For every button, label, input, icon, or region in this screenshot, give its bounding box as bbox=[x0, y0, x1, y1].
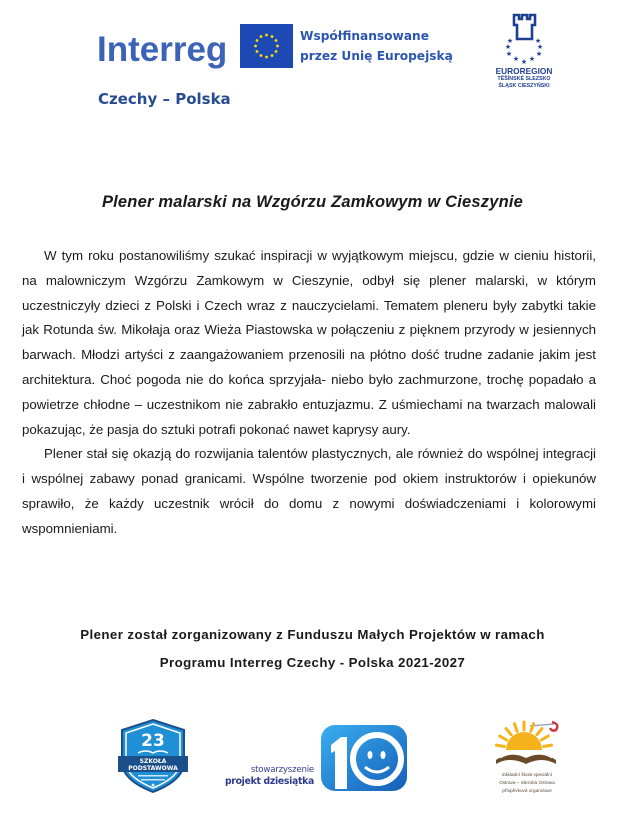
euroregion-name: EUROREGION bbox=[495, 66, 553, 76]
eu-star bbox=[276, 45, 279, 48]
eu-star bbox=[265, 56, 268, 59]
euroregion-logo bbox=[476, 12, 572, 98]
projekt-dziesiatka-logo bbox=[224, 723, 422, 795]
euroregion-star: ★ bbox=[536, 44, 544, 51]
funding-line2: Programu Interreg Czechy - Polska 2021-2027 bbox=[159, 655, 466, 670]
euroregion-line2: ŚLĄSK CIESZYŃSKI bbox=[498, 83, 550, 89]
euroregion-star: ★ bbox=[506, 38, 514, 45]
eu-star bbox=[275, 39, 278, 42]
sun-ray bbox=[500, 736, 507, 740]
euroregion-star: ★ bbox=[535, 51, 543, 58]
school-23-logo bbox=[118, 718, 188, 794]
euroregion-star: ★ bbox=[505, 51, 513, 58]
school-line2: PODSTAWOWA bbox=[128, 765, 178, 772]
zss-line1: Základní škola speciální bbox=[501, 772, 553, 777]
eu-star bbox=[260, 35, 263, 38]
sun-ray bbox=[531, 724, 534, 732]
euroregion-star: ★ bbox=[512, 56, 520, 63]
zss-ostrava-logo bbox=[478, 720, 576, 796]
euroregion-line1: TĚŠÍNSKÉ SLEZSKO bbox=[497, 76, 551, 82]
smiley-ten-icon bbox=[321, 723, 417, 791]
sun-ray bbox=[544, 745, 552, 746]
projekt10-line2: projekt dziesiątka bbox=[224, 776, 314, 787]
page-title: Plener malarski na Wzgórzu Zamkowym w Cieszynie bbox=[101, 193, 524, 211]
sun-ray bbox=[506, 729, 511, 735]
eu-star bbox=[265, 34, 268, 37]
school-line1: SZKOŁA bbox=[139, 758, 167, 765]
tower-stars-icon bbox=[494, 12, 554, 66]
eu-flag-icon bbox=[240, 24, 293, 68]
funding-line1: Plener został zorganizowany z Funduszu Małych Projektów w ramach bbox=[80, 627, 545, 642]
paragraph: W tym roku postanowiliśmy szukać inspiracji w wyjątkowym miejscu, gdzie w cieniu historii, na malowniczym Wzgórzu Zamkowym w Cieszynie, odbył się plener malarski, w którym uczestniczyły dzieci z Polski i Czech wraz z nauczycielami. Tematem pleneru były zabytki takie jak Rotunda św. Mikołaja oraz Wieża Piastowska w połączeniu z pięknem przyrody w jesiennych barwach. Młodzi artyści z zaangażowaniem przenosili na płótno dość trudne zadanie jakim jest architektura. Choć pogoda nie do końca sprzyjała- niebo było zachmurzone, trochę popadało a powietrze chłodne – uczestnikom nie zabrakło entuzjazmu. Z uśmiechami na twarzach malowali pokazując, że pasja do sztuki potrafi pokonać nawet kaprysy aury. bbox=[22, 248, 596, 437]
eu-star bbox=[271, 54, 274, 57]
article-body bbox=[22, 244, 596, 542]
sun-book-icon bbox=[492, 720, 562, 766]
projekt10-line1: stowarzyszenie bbox=[250, 765, 314, 775]
euroregion-star: ★ bbox=[528, 56, 536, 63]
euroregion-star: ★ bbox=[534, 38, 542, 45]
eu-star bbox=[260, 54, 263, 57]
sun-ray bbox=[514, 724, 517, 732]
zss-line3: příspěvková organizace bbox=[502, 788, 552, 793]
sun-ray bbox=[496, 745, 504, 746]
zss-line2: Ostrava – Slezská Ostrava bbox=[499, 780, 555, 785]
eu-cofinancing-text bbox=[300, 26, 453, 66]
eu-star bbox=[271, 35, 274, 38]
euroregion-star: ★ bbox=[520, 59, 528, 66]
eu-star bbox=[275, 50, 278, 53]
funding-statement bbox=[0, 621, 625, 677]
interreg-wordmark: Interreg bbox=[97, 30, 228, 69]
euroregion-star: ★ bbox=[504, 44, 512, 51]
paragraph: Plener stał się okazją do rozwijania talentów plastycznych, ale również do wspólnej integracji i wspólnej zabawy ponad granicami. Wspólne tworzenie pod okiem instruktorów i opiekunów sprawiło, że każdy uczestnik wrócił do domu z nowymi doświadczeniami i kolorowymi wspomnieniami. bbox=[22, 446, 596, 536]
school-number: 23 bbox=[141, 731, 165, 751]
eu-text-line2: przez Unię Europejską bbox=[300, 49, 453, 63]
eu-star bbox=[256, 50, 259, 53]
eu-text-line1: Współfinansowane bbox=[300, 29, 429, 43]
eu-star bbox=[254, 45, 257, 48]
sun-ray bbox=[541, 736, 548, 740]
eu-star bbox=[256, 39, 259, 42]
interreg-program-subtitle: Czechy – Polska bbox=[98, 90, 231, 108]
sun-ray bbox=[537, 729, 542, 735]
